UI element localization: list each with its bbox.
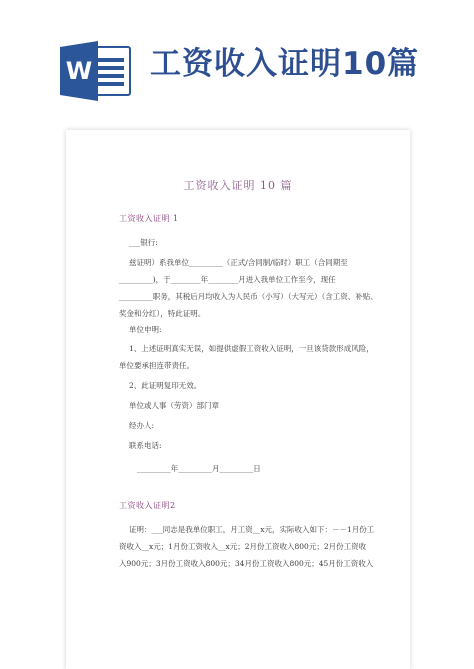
body-line: 单位申明: — [129, 325, 162, 334]
body-line: 入900元；3月份工资收入800元；34月份工资收入800元；45月份工资收入 — [119, 559, 374, 568]
body-line: 2、此证明复印无效。 — [129, 381, 202, 390]
body-line: _________职务，其税后月均收入为人民币（小写）（大写元）（含工资、补贴、 — [119, 292, 378, 301]
document-page — [66, 130, 410, 669]
body-line: 单位或人事（劳资）部门章 — [129, 401, 219, 410]
date-line: _________年_________月_________日 — [137, 464, 261, 473]
document-title: 工资收入证明 10 篇 — [183, 179, 293, 192]
body-line: 1、上述证明真实无误，如提供虚假工资收入证明，一旦该贷款形成风险， — [129, 344, 374, 353]
section-heading-2: 工资收入证明2 — [119, 501, 176, 510]
body-line: _________)，于________年________月进入我单位工作至今，现任 — [119, 275, 336, 284]
body-line: 奖金和分红），特此证明。 — [119, 309, 206, 318]
body-line: 兹证明）系我单位_________（正式/合同制/临时）职工（合同期至 — [129, 258, 348, 267]
body-line: ___银行: — [129, 238, 158, 247]
body-line: 资收入__x元；1月份工资收入__x元；2月份工资收入800元；2月份工资收 — [119, 542, 367, 551]
body-line: 联系电话: — [129, 441, 162, 450]
section-heading-1: 工资收入证明 1 — [119, 214, 179, 223]
body-line: 证明：___同志是我单位职工，月工资__x元，实际收入如下：－－1月份工 — [129, 525, 375, 534]
svg-text:W: W — [65, 57, 93, 85]
word-document-icon — [60, 41, 134, 101]
body-line: 经办人: — [129, 421, 155, 430]
body-line: 单位要承担连带责任。 — [119, 361, 194, 370]
page-title: 工资收入证明10篇 — [150, 46, 420, 82]
page-header — [0, 0, 474, 120]
